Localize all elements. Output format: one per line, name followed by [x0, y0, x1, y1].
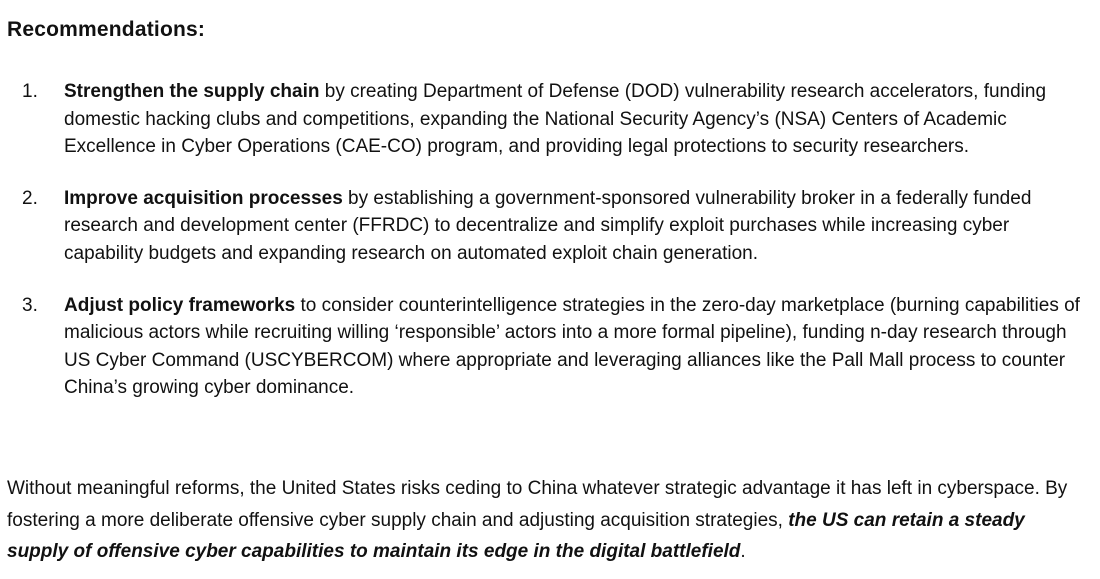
recommendation-lead: Strengthen the supply chain — [64, 81, 320, 102]
recommendations-list — [7, 78, 1093, 402]
recommendation-lead: Adjust policy frameworks — [64, 294, 296, 316]
recommendation-text: by establishing a government-sponsored vulnerability broker in a federally funded research and development center (FFRDC) to decentralize and simplify exploit purchases while increasing cyber capability budgets and expanding research on automated exploit chain generation. — [64, 187, 1032, 264]
closing-end: . — [740, 541, 746, 562]
recommendation-item-3 — [7, 292, 1093, 402]
recommendation-number: 2. — [22, 187, 38, 209]
recommendation-text: to consider counterintelligence strategies in the zero-day marketplace (burning capabilities of malicious actors while recruiting willing ‘responsible’ actors into a more formal pipeline), funding n-day research through US Cyber Command (USCYBERCOM) where appropriate and leveraging alliances like the Pall Mall process to counter China’s growing cyber dominance. — [64, 294, 1080, 399]
recommendation-lead: Improve acquisition processes — [64, 187, 343, 209]
recommendation-item-1 — [7, 78, 1093, 161]
recommendations-heading: Recommendations: — [7, 18, 206, 41]
closing-paragraph — [7, 473, 1087, 568]
closing-emphasis: the US can retain a steady supply of offensive cyber capabilities to maintain its edge in the digital battlefield — [7, 509, 1025, 562]
closing-text: Without meaningful reforms, the United States risks ceding to China whatever strategic advantage it has left in cyberspace. By fostering a more deliberate offensive cyber supply chain and adjusting acquisition strategies, — [7, 478, 1068, 531]
recommendation-item-2 — [7, 185, 1093, 268]
recommendation-text: by creating Department of Defense (DOD) vulnerability research accelerators, funding domestic hacking clubs and competitions, expanding the National Security Agency’s (NSA) Centers of Academic Excellence in Cyber Operations (CAE-CO) program, and providing legal protections to security researchers. — [64, 81, 1047, 158]
recommendation-number: 1. — [22, 81, 38, 102]
recommendation-number: 3. — [22, 294, 38, 316]
